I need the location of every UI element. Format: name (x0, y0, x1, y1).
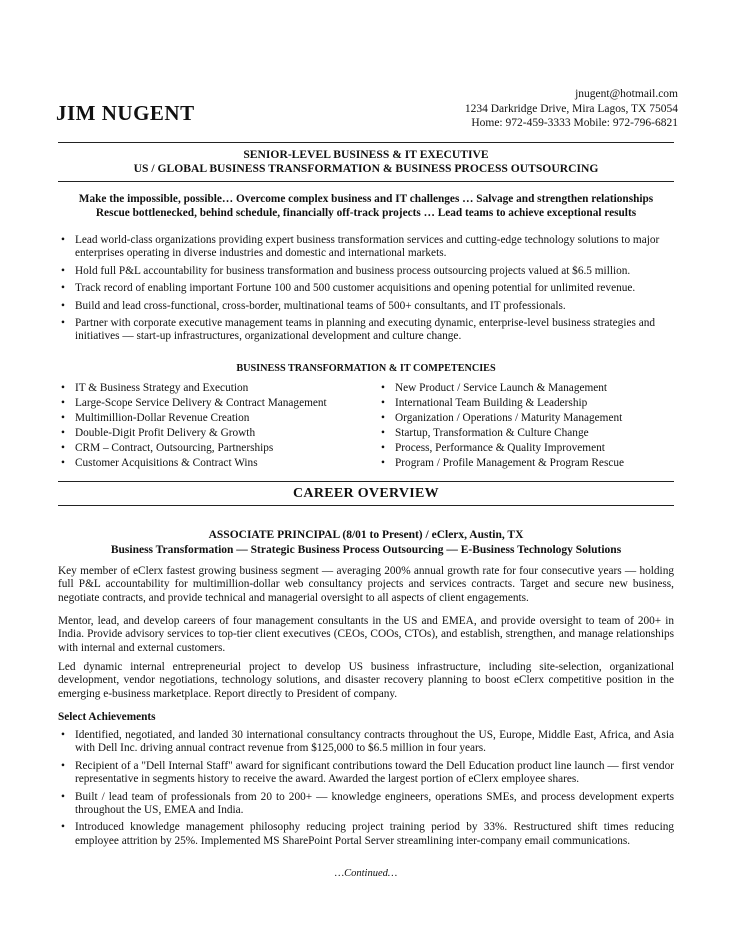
list-item: • International Team Building & Leadership (378, 396, 678, 411)
job-position: ASSOCIATE PRINCIPAL (8/01 to Present) / eClerx, Austin, TX (208, 529, 524, 541)
list-item: • Introduced knowledge management philosophy reducing project training period by 33%. Restructured shift times reducing employee attrition by 25%. Implemented MS SharePoint Portal Server streamlining inter-company email communications. (58, 821, 674, 848)
list-item: • New Product / Service Launch & Management (378, 381, 678, 396)
achievements-heading: Select Achievements (58, 711, 156, 723)
email: jnugent@hotmail.com (575, 88, 678, 100)
career-paragraph-3: Led dynamic internal entrepreneurial project to develop US business infrastructure, including site-selection, organizational development, vendor negotiations, technology solutions, and disaster recovery planning to boost eClerx competitive position in the emerging e-business marketplace. Report directly to President of company. (58, 661, 674, 700)
list-item: • Track record of enabling important Fortune 100 and 500 customer acquisitions and opening potential for unlimited revenue. (58, 282, 674, 295)
continued-note: …Continued… (334, 868, 398, 879)
list-item: • Partner with corporate executive management teams in planning and executing dynamic, enterprise-level business strategies and initiatives — start-up infrastructures, organizational development and culture change. (58, 317, 674, 344)
list-item: • Recipient of a "Dell Internal Staff" award for significant contributions toward the Dell Education product line launch — first vendor representative in segments history to receive the award. Awarded the largest portion of eClerx employee shares. (58, 760, 674, 787)
list-item: • Built / lead team of professionals from 20 to 200+ — knowledge engineers, operations SMEs, and process development experts throughout the US, EMEA and India. (58, 791, 674, 818)
list-item: • Process, Performance & Quality Improvement (378, 441, 678, 456)
contact-block (465, 87, 678, 131)
list-item: • Organization / Operations / Maturity Management (378, 411, 678, 426)
summary-bullets (58, 234, 674, 348)
career-paragraph-2: Mentor, lead, and develop careers of four management consultants in the US and EMEA, and provide oversight to team of 200+ in India. Provide advisory services to top-tier client executives (CEOs, COOs, CTOs), and establish, strengthen, and manage relationships with internal and external customers. (58, 615, 674, 654)
list-item: • IT & Business Strategy and Execution (58, 381, 358, 396)
list-item: • Startup, Transformation & Culture Change (378, 426, 678, 441)
career-overview-heading: CAREER OVERVIEW (293, 486, 439, 501)
list-item: • Build and lead cross-functional, cross-border, multinational teams of 500+ consultants, and IT professionals. (58, 300, 674, 313)
candidate-name: JIM NUGENT (56, 101, 195, 125)
competencies-left (58, 381, 358, 471)
list-item: • Program / Profile Management & Program Rescue (378, 456, 678, 471)
achievements-list (58, 729, 674, 852)
list-item: • Lead world-class organizations providing expert business transformation services and cutting-edge technology solutions to major enterprises operating in diverse industries and domestic and international markets. (58, 234, 674, 261)
list-item: • Multimillion-Dollar Revenue Creation (58, 411, 358, 426)
tagline-line-1: Make the impossible, possible… Overcome complex business and IT challenges … Salvage and strengthen relationships (78, 193, 654, 205)
competencies-heading: BUSINESS TRANSFORMATION & IT COMPETENCIES (236, 363, 496, 374)
career-divider-top (58, 481, 674, 482)
list-item: • Identified, negotiated, and landed 30 international consultancy contracts throughout the US, Europe, Middle East, Africa, and Asia with Dell Inc. driving annual contract revenue from $125,000 to $6.5 million in four years. (58, 729, 674, 756)
tagline-line-2: Rescue bottlenecked, behind schedule, financially off-track projects … Lead teams to achieve exceptional results (95, 207, 637, 219)
headline-divider (58, 181, 674, 182)
competencies-right (378, 381, 678, 471)
list-item: • CRM – Contract, Outsourcing, Partnerships (58, 441, 358, 456)
phone-numbers: Home: 972-459-3333 Mobile: 972-796-6821 (471, 117, 678, 129)
list-item: • Hold full P&L accountability for business transformation and business process outsourcing projects valued at $6.5 million. (58, 265, 674, 278)
career-paragraph-1: Key member of eClerx fastest growing business segment — averaging 200% annual growth rate for four consecutive years — holding full P&L accountability for multimillion-dollar web consultancy projects and services contracts. Target and secure new business, negotiate contracts, and provide technical and managerial oversight to all aspects of client engagements. (58, 565, 674, 604)
address: 1234 Darkridge Drive, Mira Lagos, TX 75054 (464, 102, 678, 115)
headline-title: SENIOR-LEVEL BUSINESS & IT EXECUTIVE (243, 148, 489, 161)
list-item: • Large-Scope Service Delivery & Contract Management (58, 396, 358, 411)
job-focus: Business Transformation — Strategic Business Process Outsourcing — E-Business Technology Solutions (110, 544, 622, 556)
list-item: • Double-Digit Profit Delivery & Growth (58, 426, 358, 441)
headline-subtitle: US / GLOBAL BUSINESS TRANSFORMATION & BUSINESS PROCESS OUTSOURCING (133, 162, 599, 175)
career-divider-bottom (58, 505, 674, 506)
list-item: • Customer Acquisitions & Contract Wins (58, 456, 358, 471)
header-divider (58, 142, 674, 143)
